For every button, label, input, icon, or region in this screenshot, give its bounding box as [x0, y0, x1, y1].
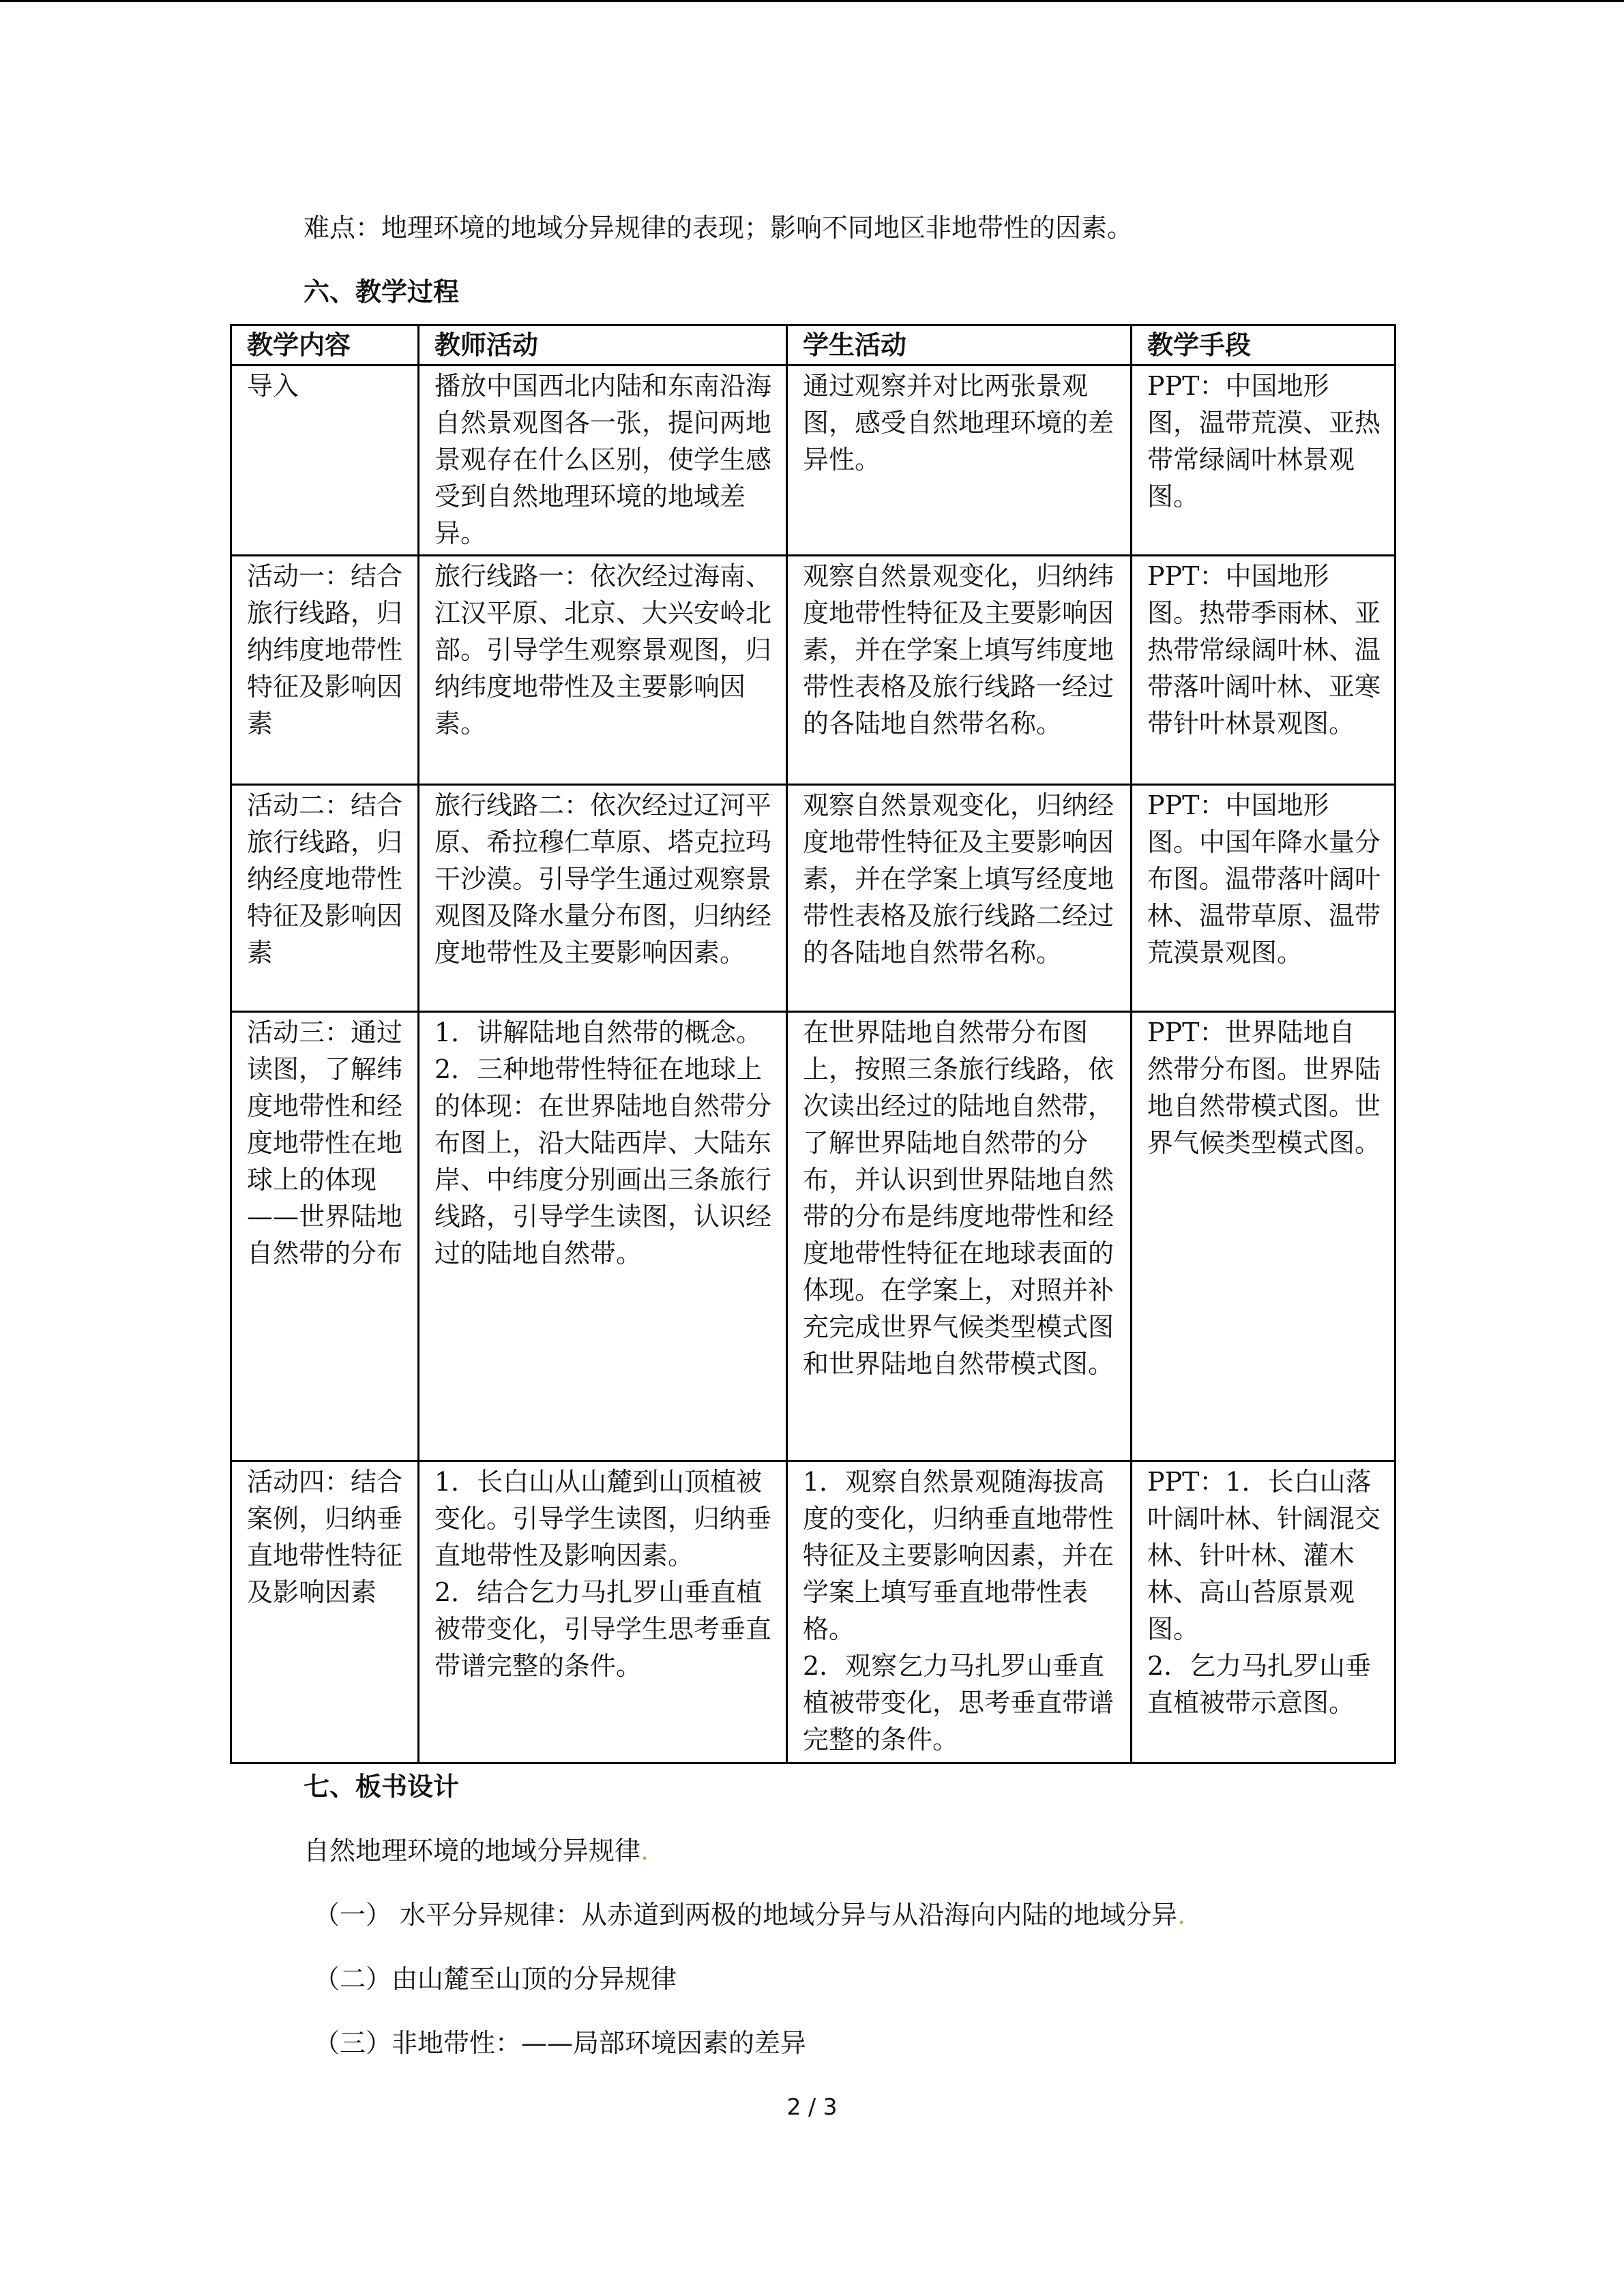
- cell-content: [231, 1012, 419, 1461]
- board-item-1: [314, 1898, 1185, 1932]
- cell-text: 2．结合乞力马扎罗山垂直植被带变化，引导学生思考垂直带谱完整的条件。: [434, 1577, 772, 1681]
- cell-text: 在世界陆地自然带分布图上，按照三条旅行线路，依次读出经过的陆地自然带，了解世界陆地自然带的分布，并认识到世界陆地自然带的分布是纬度地带性和经度地带性特征在地球表面的体现。在学案上，对照并补充完成世界气候类型模式图和世界陆地自然带模式图。: [803, 1017, 1114, 1379]
- header-means: 教学手段: [1132, 325, 1396, 366]
- board-title-text: 自然地理环境的地域分异规律: [304, 1836, 641, 1866]
- cell-teacher: [419, 785, 787, 1012]
- cell-teacher: [419, 556, 787, 785]
- table-row: [231, 1012, 1396, 1461]
- table-row: [231, 1461, 1396, 1763]
- cell-text: 1．观察自然景观随海拔高度的变化，归纳垂直地带性特征及主要影响因素，并在学案上填写垂直地带性表格。: [803, 1467, 1114, 1644]
- cell-text: 2．乞力马扎罗山垂直植被带示意图。: [1147, 1651, 1372, 1718]
- table-row: [231, 785, 1396, 1012]
- cell-means: [1132, 1012, 1396, 1461]
- section6-title: 六、教学过程: [304, 276, 460, 307]
- cell-text: PPT：中国地形图。中国年降水量分布图。温带落叶阔叶林、温带草原、温带荒漠景观图。: [1147, 790, 1381, 968]
- cell-text: 1．讲解陆地自然带的概念。: [434, 1017, 763, 1047]
- page-number: 2 / 3: [786, 2093, 838, 2120]
- cell-student: [787, 556, 1132, 785]
- cell-text: 旅行线路二：依次经过辽河平原、希拉穆仁草原、塔克拉玛干沙漠。引导学生通过观察景观图及降水量分布图，归纳经度地带性及主要影响因素。: [434, 790, 772, 968]
- cell-text: 播放中国西北内陆和东南沿海自然景观图各一张，提问两地景观存在什么区别，使学生感受到自然地理环境的地域差异。: [434, 371, 772, 548]
- cell-text: PPT：中国地形图，温带荒漠、亚热带常绿阔叶林景观图。: [1147, 371, 1381, 511]
- cell-student: [787, 785, 1132, 1012]
- cell-text: 活动一：结合旅行线路，归纳纬度地带性特征及影响因素: [247, 561, 403, 739]
- cell-text: 2．三种地带性特征在地球上的体现：在世界陆地自然带分布图上，沿大陆西岸、大陆东岸、中纬度分别画出三条旅行线路，引导学生读图，认识经过的陆地自然带。: [434, 1054, 772, 1268]
- cell-teacher: [419, 1012, 787, 1461]
- cell-content: [231, 1461, 419, 1763]
- section7-title: 七、板书设计: [304, 1771, 460, 1802]
- cell-text: 活动二：结合旅行线路，归纳经度地带性特征及影响因素: [247, 790, 403, 968]
- cell-teacher: [419, 1461, 787, 1763]
- page-top-rule: [0, 0, 1624, 2]
- header-teacher: 教师活动: [419, 325, 787, 366]
- cell-text: 通过观察并对比两张景观图，感受自然地理环境的差异性。: [803, 371, 1114, 475]
- cell-student: [787, 366, 1132, 556]
- header-student: 学生活动: [787, 325, 1132, 366]
- cell-text: PPT：中国地形图。热带季雨林、亚热带常绿阔叶林、温带落叶阔叶林、亚寒带针叶林景观图。: [1147, 561, 1381, 739]
- cell-text: 观察自然景观变化，归纳纬度地带性特征及主要影响因素，并在学案上填写纬度地带性表格及旅行线路一经过的各陆地自然带名称。: [803, 561, 1114, 739]
- cell-text: PPT：世界陆地自然带分布图。世界陆地自然带模式图。世界气候类型模式图。: [1147, 1017, 1381, 1158]
- cell-text: 旅行线路一：依次经过海南、江汉平原、北京、大兴安岭北部。引导学生观察景观图，归纳纬度地带性及主要影响因素。: [434, 561, 772, 739]
- cell-text: 观察自然景观变化，归纳经度地带性特征及主要影响因素，并在学案上填写经度地带性表格及旅行线路二经过的各陆地自然带名称。: [803, 790, 1114, 968]
- cell-content: [231, 366, 419, 556]
- cell-teacher: [419, 366, 787, 556]
- cell-content: [231, 785, 419, 1012]
- table-row: [231, 556, 1396, 785]
- cell-text: 导入: [247, 371, 299, 401]
- difficulty-text: 难点：地理环境的地域分异规律的表现；影响不同地区非地带性的因素。: [304, 213, 1134, 243]
- cell-student: [787, 1012, 1132, 1461]
- board-title: [304, 1834, 649, 1868]
- board-item-2: （二）由山麓至山顶的分异规律: [314, 1964, 677, 1994]
- cell-text: 活动四：结合案例，归纳垂直地带性特征及影响因素: [247, 1467, 403, 1607]
- board-item-1-mark: .: [1177, 1900, 1186, 1930]
- cell-means: [1132, 1461, 1396, 1763]
- teaching-process-table: [230, 324, 1396, 1764]
- cell-text: 活动三：通过读图，了解纬度地带性和经度地带性在地球上的体现——世界陆地自然带的分布: [247, 1017, 403, 1268]
- cell-text: 1．长白山从山麓到山顶植被变化。引导学生读图，归纳垂直地带性及影响因素。: [434, 1467, 772, 1570]
- cell-means: [1132, 366, 1396, 556]
- table-row: [231, 366, 1396, 556]
- cell-text: 2．观察乞力马扎罗山垂直植被带变化，思考垂直带谱完整的条件。: [803, 1651, 1114, 1755]
- cell-content: [231, 556, 419, 785]
- header-content: 教学内容: [231, 325, 419, 366]
- board-title-mark: .: [640, 1836, 649, 1866]
- board-item-3: （三）非地带性：——局部环境因素的差异: [314, 2028, 807, 2058]
- cell-means: [1132, 556, 1396, 785]
- cell-means: [1132, 785, 1396, 1012]
- board-item-1-text: （一） 水平分异规律：从赤道到两极的地域分异与从沿海向内陆的地域分异: [314, 1900, 1178, 1930]
- cell-text: PPT：1．长白山落叶阔叶林、针阔混交林、针叶林、灌木林、高山苔原景观图。: [1147, 1467, 1381, 1644]
- table-header-row: [231, 325, 1396, 366]
- cell-student: [787, 1461, 1132, 1763]
